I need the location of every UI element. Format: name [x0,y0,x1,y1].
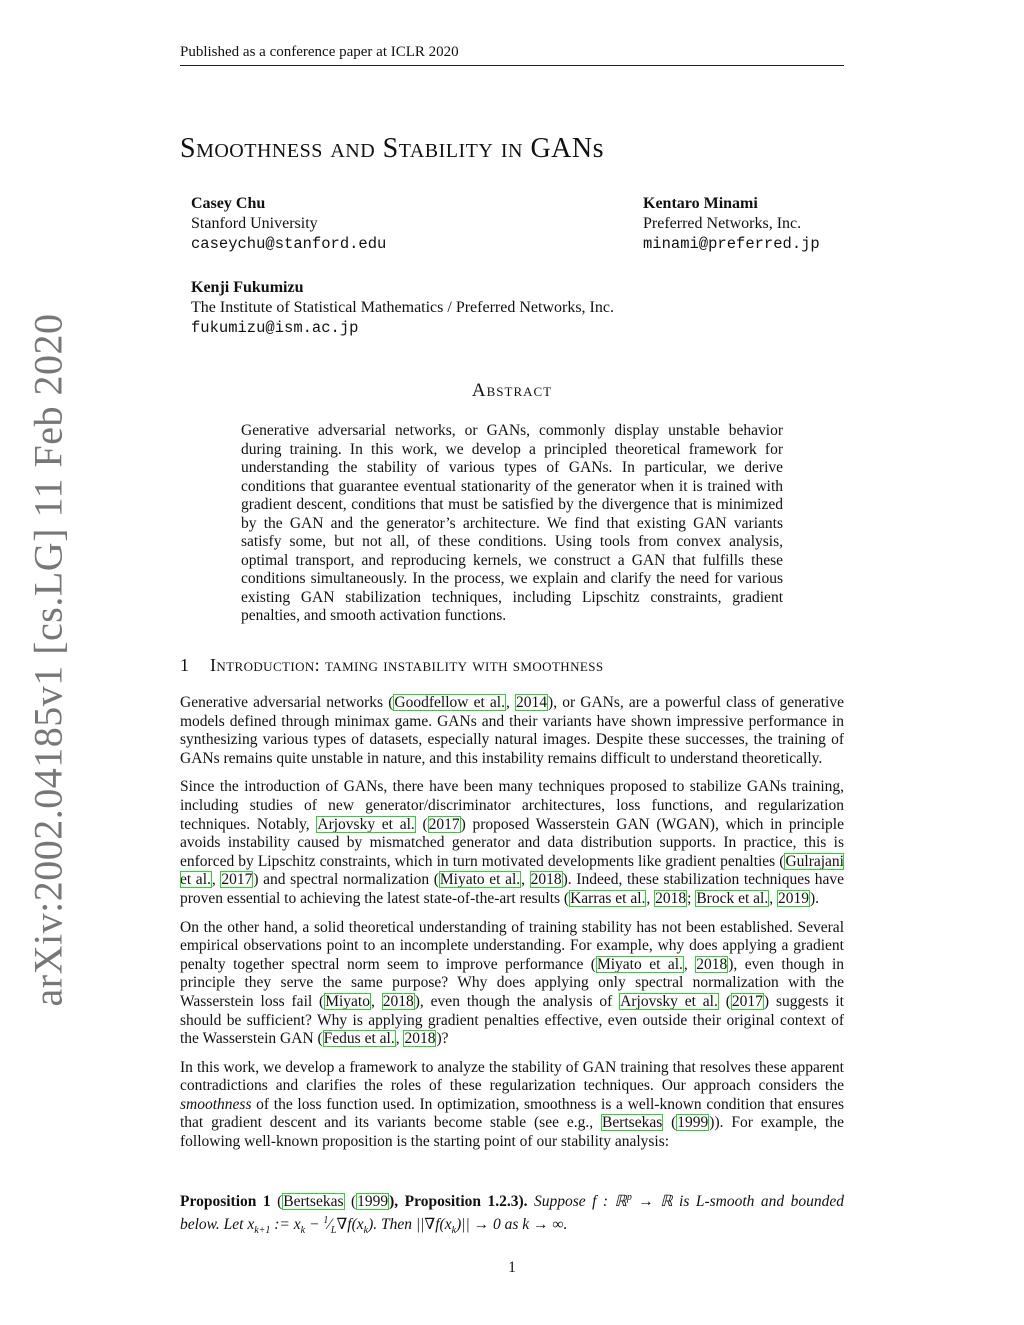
author-block-2 [643,194,820,254]
citation-link[interactable]: Fedus et al. [323,1030,395,1048]
citation-link[interactable]: Miyato [325,992,370,1010]
citation-link[interactable]: 2018 [382,992,414,1010]
citation-link[interactable]: Gulrajani et al. [180,852,844,889]
author-name: Kenji Fukumizu [191,279,304,296]
citation-link[interactable]: Bertsekas [601,1114,663,1132]
citation-link[interactable]: 2018 [530,871,562,889]
citation-link[interactable]: Bertsekas [283,1193,344,1211]
math-expression: k → ∞. [522,1216,568,1234]
author-name: Casey Chu [191,195,266,212]
author-email[interactable]: minami@preferred.jp [643,235,820,253]
abstract-heading: Abstract [471,380,553,401]
arxiv-sidebar-stamp: arXiv:2002.04185v1 [cs.LG] 11 Feb 2020 [25,313,71,1007]
citation-link[interactable]: 2017 [221,871,253,889]
page-number: 1 [508,1259,516,1276]
citation-link[interactable]: 1999 [357,1193,389,1211]
section-heading: 1 Introduction: taming instability with smoothness [180,655,604,675]
citation-link[interactable]: 1999 [677,1114,709,1132]
citation-link[interactable]: Karras et al. [570,889,646,907]
citation-link[interactable]: 2017 [428,815,460,833]
author-affiliation: Stanford University [191,215,318,232]
citation-link[interactable]: 2014 [516,694,548,711]
citation-link[interactable]: 2017 [731,992,763,1010]
citation-link[interactable]: Brock et al. [696,889,769,907]
author-block-1 [191,194,386,254]
paragraph: Generative adversarial networks (Goodfellow et al., 2014), or GANs, are a powerful class of generative models defined through minimax game. GANs and their variants have shown impressive performance in synthesizing various types of datasets, especially natural images. Despite these successes, the training of GANs remains quite unstable in nature, and this instability remains difficult to understand theoretically. [180,694,844,767]
author-block-3 [191,278,614,338]
running-header: Published as a conference paper at ICLR 2020 [180,44,844,66]
paragraph: In this work, we develop a framework to analyze the stability of GAN training that resolves these apparent contradictions and clarifies the roles of these regularization techniques. Our approach considers the smoothness of the loss function used. In optimization, smoothness is a well-known condition that ensures that gradient descent and its variants become stable (see e.g., Bertsekas (1999)). For example, the following well-known proposition is the starting point of our stability analysis: [180,1058,844,1151]
math-expression: f : ℝ$^p$ → ℝ [592,1192,673,1211]
author-affiliation: Preferred Networks, Inc. [643,215,802,232]
citation-link[interactable]: Goodfellow et al. [394,694,505,711]
abstract-text: Generative adversarial networks, or GANs, commonly display unstable behavior during training. In this work, we develop a principled theoretical framework for understanding the stability of various types of GANs. In particular, we derive conditions that guarantee eventual stationarity of the generator when it is trained with gradient descent, conditions that must be satisfied by the divergence that is minimized by the GAN and the generator’s architecture. We find that existing GAN variants satisfy some, but not all, of these conditions. Using tools from convex analysis, optimal transport, and reproducing kernels, we construct a GAN that fulfills these conditions simultaneously. In the process, we explain and clarify the need for various existing GAN stabilization techniques, including Lipschitz constraints, gradient penalties, and smooth activation functions. [241,422,783,624]
intro-body [180,694,844,1162]
paper-title: Smoothness and Stability in GANs [180,133,604,164]
proposition-1: Proposition 1 (Bertsekas (1999), Proposition 1.2.3). Suppose f : ℝ$^p$ → ℝ is L-smooth and bounded below. Let $x_{k+1}$ := $x_k$ − $^1⁄_L\nabla f(x_k)$. Then $||\nabla f(x_k)|| \to 0$ as k → ∞. [180,1192,844,1237]
citation-link[interactable]: Miyato et al. [439,871,521,889]
math-expression: $||\nabla f(x_k)|| \to 0$ [415,1216,501,1237]
citation-link[interactable]: Arjovsky et al. [317,815,415,833]
citation-link[interactable]: Miyato et al. [596,955,683,973]
citation-link[interactable]: 2018 [404,1030,436,1048]
author-email[interactable]: fukumizu@ism.ac.jp [191,319,359,337]
math-expression: $x_{k+1}$ := $x_k$ − $^1⁄_L\nabla f(x_k)$ [247,1215,374,1237]
citation-link[interactable]: 2018 [696,955,728,973]
author-affiliation: The Institute of Statistical Mathematics / Preferred Networks, Inc. [191,299,614,316]
author-email[interactable]: caseychu@stanford.edu [191,235,387,253]
citation-link[interactable]: 2019 [777,889,809,907]
paragraph: On the other hand, a solid theoretical understanding of training stability has not been established. Several empirical observations point to an incomplete understanding. For example, why does applying a gradient penalty together spectral norm seem to improve performance (Miyato et al., 2018), even though in principle they serve the same purpose? Why does applying only spectral normalization with the Wasserstein loss fail (Miyato, 2018), even though the analysis of Arjovsky et al. (2017) suggests it should be sufficient? Why is applying gradient penalties effective, even outside their original context of the Wasserstein GAN (Fedus et al., 2018)? [180,918,844,1048]
paragraph: Since the introduction of GANs, there have been many techniques proposed to stabilize GANs training, including studies of new generator/discriminator architectures, loss functions, and regularization techniques. Notably, Arjovsky et al. (2017) proposed Wasserstein GAN (WGAN), which in principle avoids instability caused by mismatched generator and data distribution supports. In practice, this is enforced by Lipschitz constraints, which in turn motivated developments like gradient penalties (Gulrajani et al., 2017) and spectral normalization (Miyato et al., 2018). Indeed, these stabilization techniques have proven essential to achieving the latest state-of-the-art results (Karras et al., 2018; Brock et al., 2019). [180,778,844,907]
citation-link[interactable]: 2018 [655,889,687,907]
citation-link[interactable]: Arjovsky et al. [620,992,718,1010]
author-name: Kentaro Minami [643,195,758,212]
